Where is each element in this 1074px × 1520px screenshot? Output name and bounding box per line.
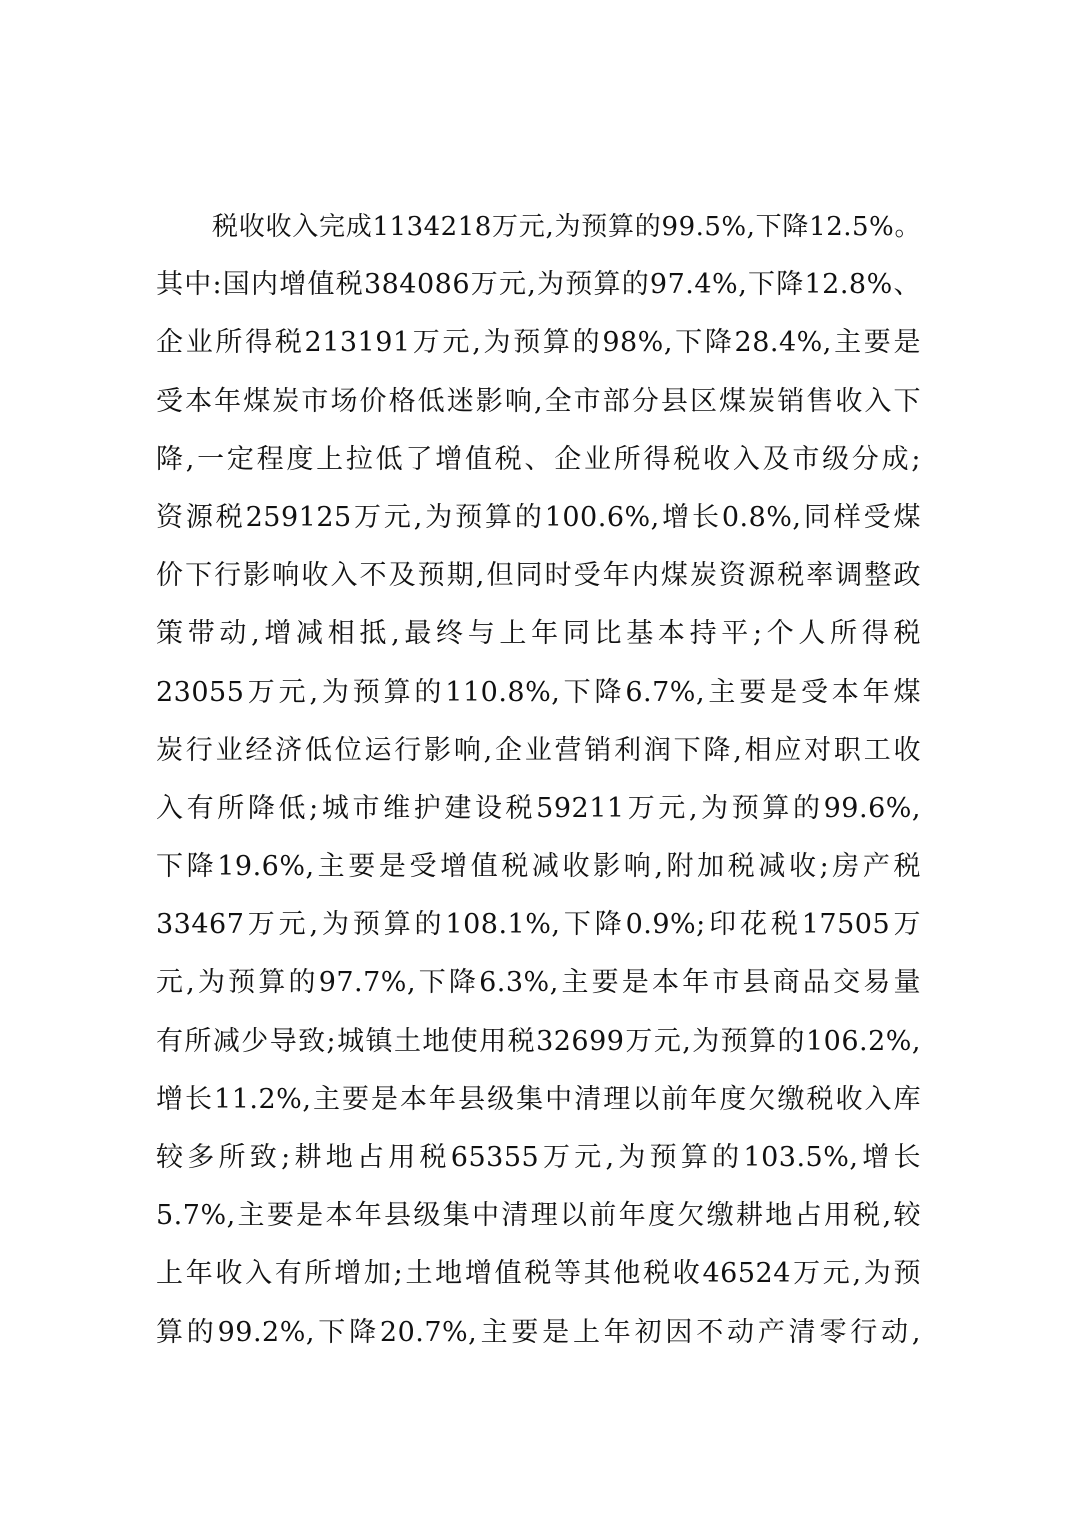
text-line: 算的99.2%,下降20.7%,主要是上年初因不动产清零行动,: [156, 1316, 921, 1348]
text-line: 较多所致;耕地占用税65355万元,为预算的103.5%,增长: [156, 1142, 921, 1173]
text-line: 降,一定程度上拉低了增值税、企业所得税收入及市级分成;: [156, 443, 921, 475]
text-line: 其中:国内增值税384086万元,为预算的97.4%,下降12.8%、: [156, 269, 921, 301]
text-line: 入有所降低;城市维护建设税59211万元,为预算的99.6%,: [156, 792, 921, 824]
text-line: 下降19.6%,主要是受增值税减收影响,附加税减收;房产税: [156, 851, 921, 883]
body-paragraph: [156, 204, 921, 1368]
text-line: 33467万元,为预算的108.1%,下降0.9%;印花税17505万: [156, 909, 921, 941]
text-line: 价下行影响收入不及预期,但同时受年内煤炭资源税率调整政: [156, 560, 921, 592]
text-line: 5.7%,主要是本年县级集中清理以前年度欠缴耕地占用税,较: [156, 1200, 921, 1232]
text-line: 上年收入有所增加;土地增值税等其他税收46524万元,为预: [156, 1258, 921, 1290]
text-line: 企业所得税213191万元,为预算的98%,下降28.4%,主要是: [156, 327, 921, 359]
text-line: 资源税259125万元,为预算的100.6%,增长0.8%,同样受煤: [156, 501, 921, 533]
text-line: 有所减少导致;城镇土地使用税32699万元,为预算的106.2%,: [156, 1025, 921, 1057]
text-line: 增长11.2%,主要是本年县级集中清理以前年度欠缴税收入库: [156, 1083, 921, 1115]
text-line: 受本年煤炭市场价格低迷影响,全市部分县区煤炭销售收入下: [156, 385, 921, 417]
text-line: 税收收入完成1134218万元,为预算的99.5%,下降12.5%。: [212, 212, 921, 242]
text-line: 23055万元,为预算的110.8%,下降6.7%,主要是受本年煤: [156, 676, 921, 708]
text-line: 元,为预算的97.7%,下降6.3%,主要是本年市县商品交易量: [156, 967, 921, 999]
text-line: 策带动,增减相抵,最终与上年同比基本持平;个人所得税: [156, 618, 921, 650]
text-line: 炭行业经济低位运行影响,企业营销利润下降,相应对职工收: [156, 734, 921, 766]
